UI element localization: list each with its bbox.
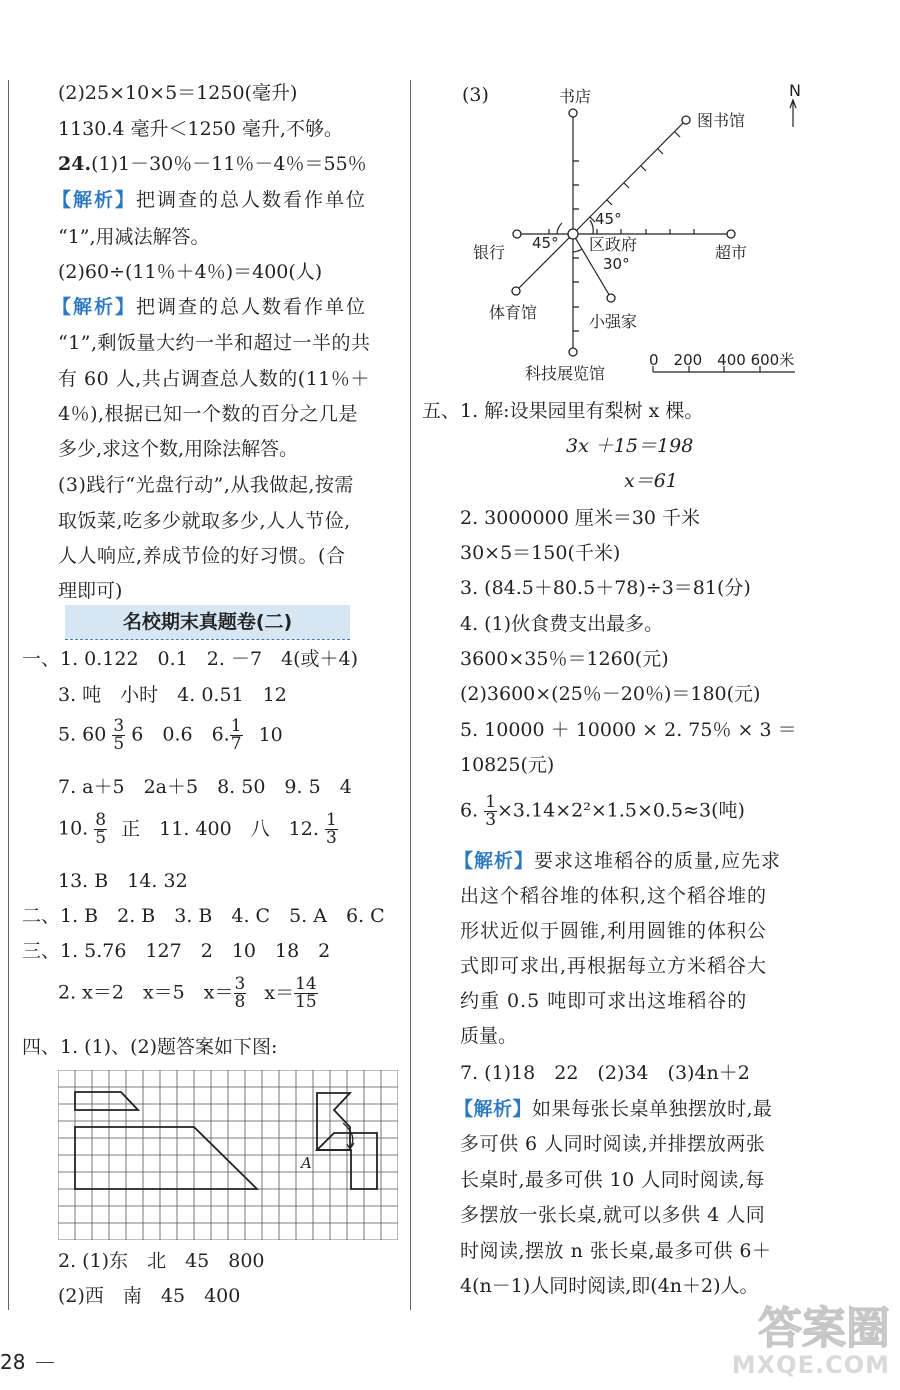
denominator: 8 [234, 992, 246, 1012]
fraction [325, 812, 338, 847]
answer-line: 人人响应,养成节俭的好习惯。(合 [58, 545, 346, 567]
fraction [234, 976, 247, 1011]
analysis-text: 把调查的总人数看作单位 [136, 296, 368, 318]
library-road-ticks [590, 132, 680, 222]
answer-line [58, 153, 367, 176]
bookstore-point [569, 109, 577, 117]
answer-text: 2. －7 4(或＋4) [206, 648, 359, 670]
answer-line: (2)60÷(11％＋4％)＝400(人) [58, 261, 323, 283]
fraction [112, 718, 125, 753]
answer-line: 取饭菜,吃多少就取多少,人人节俭, [58, 510, 351, 532]
answer-text: ×3.14×2²×1.5×0.5≈3(吨) [497, 799, 745, 822]
answer-line: 5. 10000 ＋ 10000 × 2. 75％ × 3 ＝ [460, 719, 797, 741]
analysis-tag: 【解析】 [52, 189, 137, 211]
analysis-line: 多少,求这个数,用除法解答。 [58, 438, 299, 460]
answer-line: 10825(元) [460, 754, 555, 776]
answer-line: (2)西 南 45 400 [58, 1285, 241, 1307]
denominator: 5 [113, 734, 125, 754]
museum-label: 科技展览馆 [525, 364, 606, 382]
home-point [607, 294, 615, 302]
answer-text: 6. [460, 799, 479, 822]
denominator: 3 [485, 810, 497, 830]
numerator: 14 [295, 974, 317, 994]
angle-arc [590, 220, 593, 234]
analysis-line: 长桌时,最多可供 10 人同时阅读,每 [460, 1169, 765, 1191]
analysis-line [454, 1098, 773, 1121]
analysis-text: 如果每张长桌单独摆放时,最 [532, 1098, 773, 1120]
analysis-line: 多摆放一张长桌,就可以多供 4 人同 [460, 1204, 766, 1226]
left-column [0, 0, 410, 1390]
ns-ticks [573, 161, 579, 331]
fraction [94, 812, 107, 847]
large-trapezoid-shape [75, 1127, 257, 1189]
answer-text: 5. 60 [58, 723, 107, 746]
analysis-line: 4％),根据已知一个数的百分之几是 [58, 403, 359, 425]
analysis-line: 质量。 [460, 1025, 518, 1047]
analysis-line: “1”,用减法解答。 [58, 226, 210, 248]
answer-text: 6 0.6 6. [131, 723, 230, 746]
analysis-line: 出这个稻谷堆的体积,这个稻谷堆的 [460, 885, 768, 907]
direction-map [465, 82, 805, 382]
analysis-line: 时阅读,摆放 n 张长桌,最多可供 6＋ [460, 1240, 772, 1262]
answer-line: 4. (1)伙食费支出最多。 [460, 613, 664, 635]
analysis-line [52, 189, 367, 212]
angle-arc [573, 249, 582, 252]
answer-line [58, 976, 318, 1011]
answer-line [58, 718, 283, 753]
analysis-tag: 【解析】 [52, 296, 137, 318]
watermark-url: MXQE.COM [731, 1351, 890, 1379]
answer-line: 30×5＝150(千米) [460, 542, 621, 564]
question-number: 24. [58, 153, 92, 175]
answer-text: 一、1. 0.122 0.1 [22, 648, 207, 670]
angle-label: 30° [603, 255, 630, 273]
answer-line: 13. B 14. 32 [58, 870, 188, 892]
right-column [418, 0, 900, 1390]
page-number: 28 [0, 1350, 26, 1374]
answer-line: 2. (1)东 北 45 800 [58, 1250, 265, 1272]
district-point [568, 229, 578, 239]
gym-point [512, 287, 520, 295]
banner-rule [65, 639, 350, 640]
answer-text: 10. [58, 817, 89, 840]
angle-label: 45° [532, 234, 559, 252]
answer-line: 3. 吨 小时 4. 0.51 12 [58, 684, 287, 706]
answer-line: 四、1. (1)、(2)题答案如下图: [22, 1036, 278, 1058]
supermarket-point [727, 230, 735, 238]
fraction [484, 794, 497, 829]
district-label: 区政府 [589, 235, 638, 254]
library-road [573, 119, 687, 234]
rotated-shape-original [317, 1093, 350, 1150]
analysis-line: 式即可求出,再根据每立方米稻谷大 [460, 955, 768, 977]
museum-point [569, 348, 577, 356]
angle-arc [557, 223, 562, 234]
answer-text: 10 [258, 723, 283, 746]
analysis-line: 约重 0.5 吨即可求出这堆稻谷的 [460, 990, 748, 1012]
analysis-tag: 【解析】 [454, 850, 535, 872]
answer-line: 3600×35％＝1260(元) [460, 648, 669, 670]
answer-text: 2. x＝2 x＝5 x＝ [58, 981, 234, 1004]
answer-line: 3. (84.5＋80.5＋78)÷3＝81(分) [460, 577, 751, 599]
north-label: N [789, 82, 801, 100]
analysis-line: 4(n－1)人同时阅读,即(4n＋2)人。 [460, 1275, 759, 1297]
analysis-line: 多可供 6 人同时阅读,并排摆放两张 [460, 1133, 766, 1155]
analysis-line [454, 850, 781, 873]
column-divider [410, 80, 411, 1310]
answer-line: 理即可) [58, 580, 123, 602]
answer-line: 三、1. 5.76 127 2 10 18 2 [22, 940, 331, 962]
numerator: 1 [230, 716, 242, 736]
answer-line [22, 648, 358, 671]
fraction [230, 718, 243, 753]
supermarket-label: 超市 [715, 243, 748, 262]
answer-text: x＝ [264, 981, 295, 1004]
scale-label: 0 200 400 600米 [649, 351, 795, 369]
analysis-text: 把调查的总人数看作单位 [136, 189, 368, 211]
answer-line [460, 794, 745, 829]
analysis-line: 有 60 人,共占调查总人数的(11％＋ [58, 368, 370, 390]
rotation-arrow-icon [343, 1123, 353, 1148]
answer-line: (2)25×10×5＝1250(毫升) [58, 82, 298, 104]
answer-line: 2. 3000000 厘米＝30 千米 [460, 507, 701, 529]
equation-line: x＝61 [624, 470, 678, 492]
page-number-rule [36, 1362, 54, 1363]
answer-line: (3)践行“光盘行动”,从我做起,按需 [58, 474, 354, 496]
equation-line: 3x ＋15＝198 [566, 435, 694, 457]
answer-line: (2)3600×(25％－20％)＝180(元) [460, 683, 761, 705]
answer-line: 7. (1)18 22 (2)34 (3)4n＋2 [460, 1062, 750, 1084]
answer-text: 正 11. 400 八 12. [121, 817, 319, 840]
point-a-label: A [301, 1154, 312, 1172]
denominator: 5 [95, 828, 107, 848]
answer-line: 1130.4 毫升＜1250 毫升,不够。 [58, 118, 343, 140]
library-point [682, 116, 690, 124]
numerator: 1 [325, 810, 337, 830]
bookstore-label: 书店 [559, 87, 592, 106]
small-trapezoid-shape [75, 1092, 138, 1110]
numerator: 3 [113, 716, 125, 736]
analysis-text: 要求这堆稻谷的质量,应先求 [534, 850, 782, 872]
library-label: 图书馆 [697, 111, 746, 130]
bank-label: 银行 [473, 243, 506, 262]
watermark-text: 答案圈 [758, 1303, 890, 1354]
numerator: 8 [95, 810, 107, 830]
section-banner: 名校期末真题卷(二) [65, 605, 350, 639]
denominator: 15 [295, 992, 317, 1012]
angle-label: 45° [595, 210, 622, 228]
gym-label: 体育馆 [489, 303, 538, 322]
question-label: (3) [462, 84, 489, 106]
watermark-logo [710, 1303, 890, 1382]
analysis-line: “1”,剩饭量大约一半和超过一半的共 [58, 332, 371, 354]
home-label: 小强家 [589, 312, 638, 331]
answer-text: (1)1－30％－11％－4％＝55％ [91, 153, 367, 175]
answer-line: 二、1. B 2. B 3. B 4. C 5. A 6. C [22, 905, 385, 927]
denominator: 7 [230, 734, 242, 754]
denominator: 3 [325, 828, 337, 848]
grid-diagram [58, 1070, 398, 1240]
numerator: 3 [234, 974, 246, 994]
fraction [294, 976, 318, 1011]
bank-point [513, 230, 521, 238]
analysis-line: 形状近似于圆锥,利用圆锥的体积公 [460, 920, 768, 942]
answer-line: 7. a＋5 2a＋5 8. 50 9. 5 4 [58, 776, 352, 798]
analysis-line [52, 296, 367, 319]
numerator: 1 [485, 792, 497, 812]
answer-line [58, 812, 338, 847]
analysis-tag: 【解析】 [454, 1098, 533, 1120]
answer-line: 五、1. 解:设果园里有梨树 x 棵。 [422, 400, 704, 422]
